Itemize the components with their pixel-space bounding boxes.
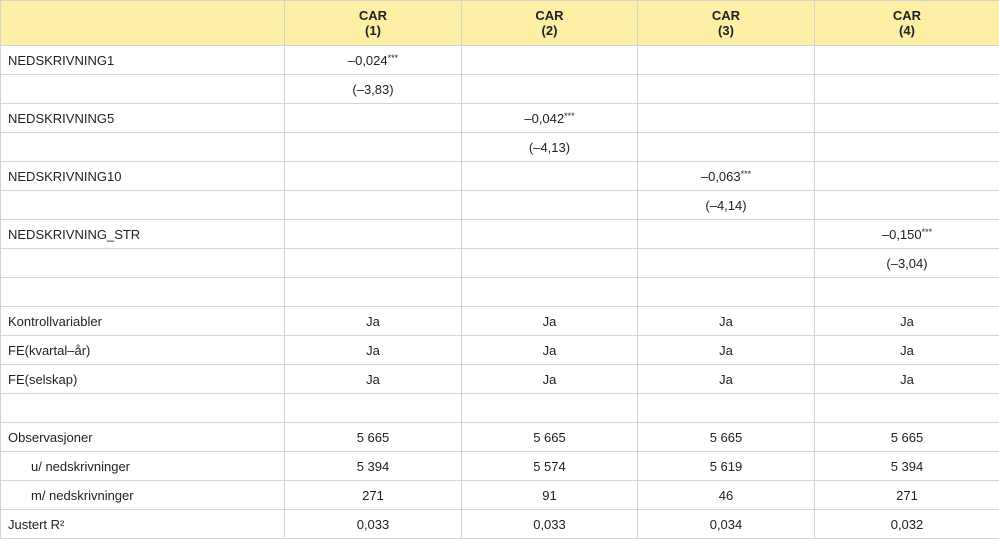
- coefficient-cell: [462, 104, 638, 133]
- coefficient-cell: [638, 162, 815, 191]
- control-row: [1, 307, 999, 336]
- stat-value: 0,034: [638, 510, 815, 539]
- empty-cell: [285, 104, 462, 133]
- empty-label-cell: [1, 278, 285, 307]
- empty-label-cell: [1, 394, 285, 423]
- empty-cell: [462, 75, 638, 104]
- stat-value: 5 394: [285, 452, 462, 481]
- control-value: Ja: [638, 307, 815, 336]
- tstat-row: [1, 75, 999, 104]
- header-corner-cell: [1, 1, 285, 46]
- empty-cell: [462, 191, 638, 220]
- stat-value: 5 665: [638, 423, 815, 452]
- coefficient-row: [1, 220, 999, 249]
- row-label: FE(selskap): [1, 365, 285, 394]
- stat-value: 0,033: [285, 510, 462, 539]
- empty-cell: [285, 249, 462, 278]
- empty-cell: [815, 46, 999, 75]
- empty-cell: [462, 278, 638, 307]
- empty-cell: [815, 394, 999, 423]
- header-cell-1: [285, 1, 462, 46]
- column-name: CAR: [462, 8, 637, 23]
- empty-cell: [815, 278, 999, 307]
- row-label: Justert R²: [1, 510, 285, 539]
- stat-value: 0,033: [462, 510, 638, 539]
- empty-cell: [638, 46, 815, 75]
- column-name: CAR: [815, 8, 999, 23]
- row-label: Observasjoner: [1, 423, 285, 452]
- control-value: Ja: [638, 336, 815, 365]
- header-cell-3: [638, 1, 815, 46]
- control-value: Ja: [462, 307, 638, 336]
- row-label: m/ nedskrivninger: [1, 481, 285, 510]
- row-label: NEDSKRIVNING_STR: [1, 220, 285, 249]
- empty-label-cell: [1, 75, 285, 104]
- stat-value: 5 619: [638, 452, 815, 481]
- empty-cell: [638, 75, 815, 104]
- spacer-row: [1, 394, 999, 423]
- empty-cell: [462, 394, 638, 423]
- column-name: CAR: [285, 8, 461, 23]
- tstat-row: [1, 249, 999, 278]
- stat-value: 5 394: [815, 452, 999, 481]
- stat-row: [1, 452, 999, 481]
- row-label: Kontrollvariabler: [1, 307, 285, 336]
- stat-value: 5 665: [285, 423, 462, 452]
- empty-cell: [815, 162, 999, 191]
- control-value: Ja: [815, 336, 999, 365]
- empty-cell: [638, 133, 815, 162]
- coefficient-cell: [285, 46, 462, 75]
- tstat-value: (–3,83): [285, 75, 462, 104]
- stat-value: 91: [462, 481, 638, 510]
- empty-cell: [285, 220, 462, 249]
- empty-cell: [285, 278, 462, 307]
- significance-stars: ***: [741, 169, 752, 179]
- coefficient-value: –0,063: [701, 169, 741, 184]
- empty-cell: [638, 104, 815, 133]
- empty-cell: [638, 220, 815, 249]
- significance-stars: ***: [564, 111, 575, 121]
- empty-label-cell: [1, 191, 285, 220]
- stat-row: [1, 481, 999, 510]
- control-value: Ja: [285, 365, 462, 394]
- empty-cell: [462, 220, 638, 249]
- control-value: Ja: [285, 307, 462, 336]
- empty-cell: [815, 133, 999, 162]
- empty-label-cell: [1, 249, 285, 278]
- row-label: NEDSKRIVNING5: [1, 104, 285, 133]
- stat-value: 5 665: [462, 423, 638, 452]
- stat-value: 271: [815, 481, 999, 510]
- stat-value: 271: [285, 481, 462, 510]
- empty-label-cell: [1, 133, 285, 162]
- empty-cell: [815, 75, 999, 104]
- empty-cell: [462, 249, 638, 278]
- stat-row: [1, 510, 999, 539]
- significance-stars: ***: [388, 53, 399, 63]
- empty-cell: [285, 162, 462, 191]
- empty-cell: [285, 133, 462, 162]
- control-row: [1, 365, 999, 394]
- tstat-value: (–4,14): [638, 191, 815, 220]
- coefficient-cell: [815, 220, 999, 249]
- column-number: (2): [462, 23, 637, 38]
- coefficient-value: –0,042: [524, 111, 564, 126]
- coefficient-value: –0,024: [348, 53, 388, 68]
- control-value: Ja: [285, 336, 462, 365]
- column-number: (1): [285, 23, 461, 38]
- control-value: Ja: [462, 336, 638, 365]
- empty-cell: [285, 394, 462, 423]
- column-number: (4): [815, 23, 999, 38]
- stat-value: 5 574: [462, 452, 638, 481]
- coefficient-row: [1, 46, 999, 75]
- empty-cell: [815, 104, 999, 133]
- control-value: Ja: [815, 365, 999, 394]
- coefficient-value: –0,150: [882, 227, 922, 242]
- header-cell-4: [815, 1, 999, 46]
- header-row: [1, 1, 999, 46]
- empty-cell: [638, 394, 815, 423]
- stat-value: 5 665: [815, 423, 999, 452]
- header-cell-2: [462, 1, 638, 46]
- row-label: u/ nedskrivninger: [1, 452, 285, 481]
- row-label: FE(kvartal–år): [1, 336, 285, 365]
- row-label: NEDSKRIVNING10: [1, 162, 285, 191]
- column-name: CAR: [638, 8, 814, 23]
- stat-value: 0,032: [815, 510, 999, 539]
- empty-cell: [462, 162, 638, 191]
- control-value: Ja: [815, 307, 999, 336]
- control-row: [1, 336, 999, 365]
- control-value: Ja: [462, 365, 638, 394]
- tstat-value: (–3,04): [815, 249, 999, 278]
- empty-cell: [285, 191, 462, 220]
- tstat-row: [1, 133, 999, 162]
- coefficient-row: [1, 162, 999, 191]
- significance-stars: ***: [922, 227, 933, 237]
- row-label: NEDSKRIVNING1: [1, 46, 285, 75]
- coefficient-row: [1, 104, 999, 133]
- tstat-value: (–4,13): [462, 133, 638, 162]
- stat-row: [1, 423, 999, 452]
- empty-cell: [462, 46, 638, 75]
- stat-value: 46: [638, 481, 815, 510]
- column-number: (3): [638, 23, 814, 38]
- spacer-row: [1, 278, 999, 307]
- empty-cell: [638, 278, 815, 307]
- control-value: Ja: [638, 365, 815, 394]
- empty-cell: [638, 249, 815, 278]
- empty-cell: [815, 191, 999, 220]
- tstat-row: [1, 191, 999, 220]
